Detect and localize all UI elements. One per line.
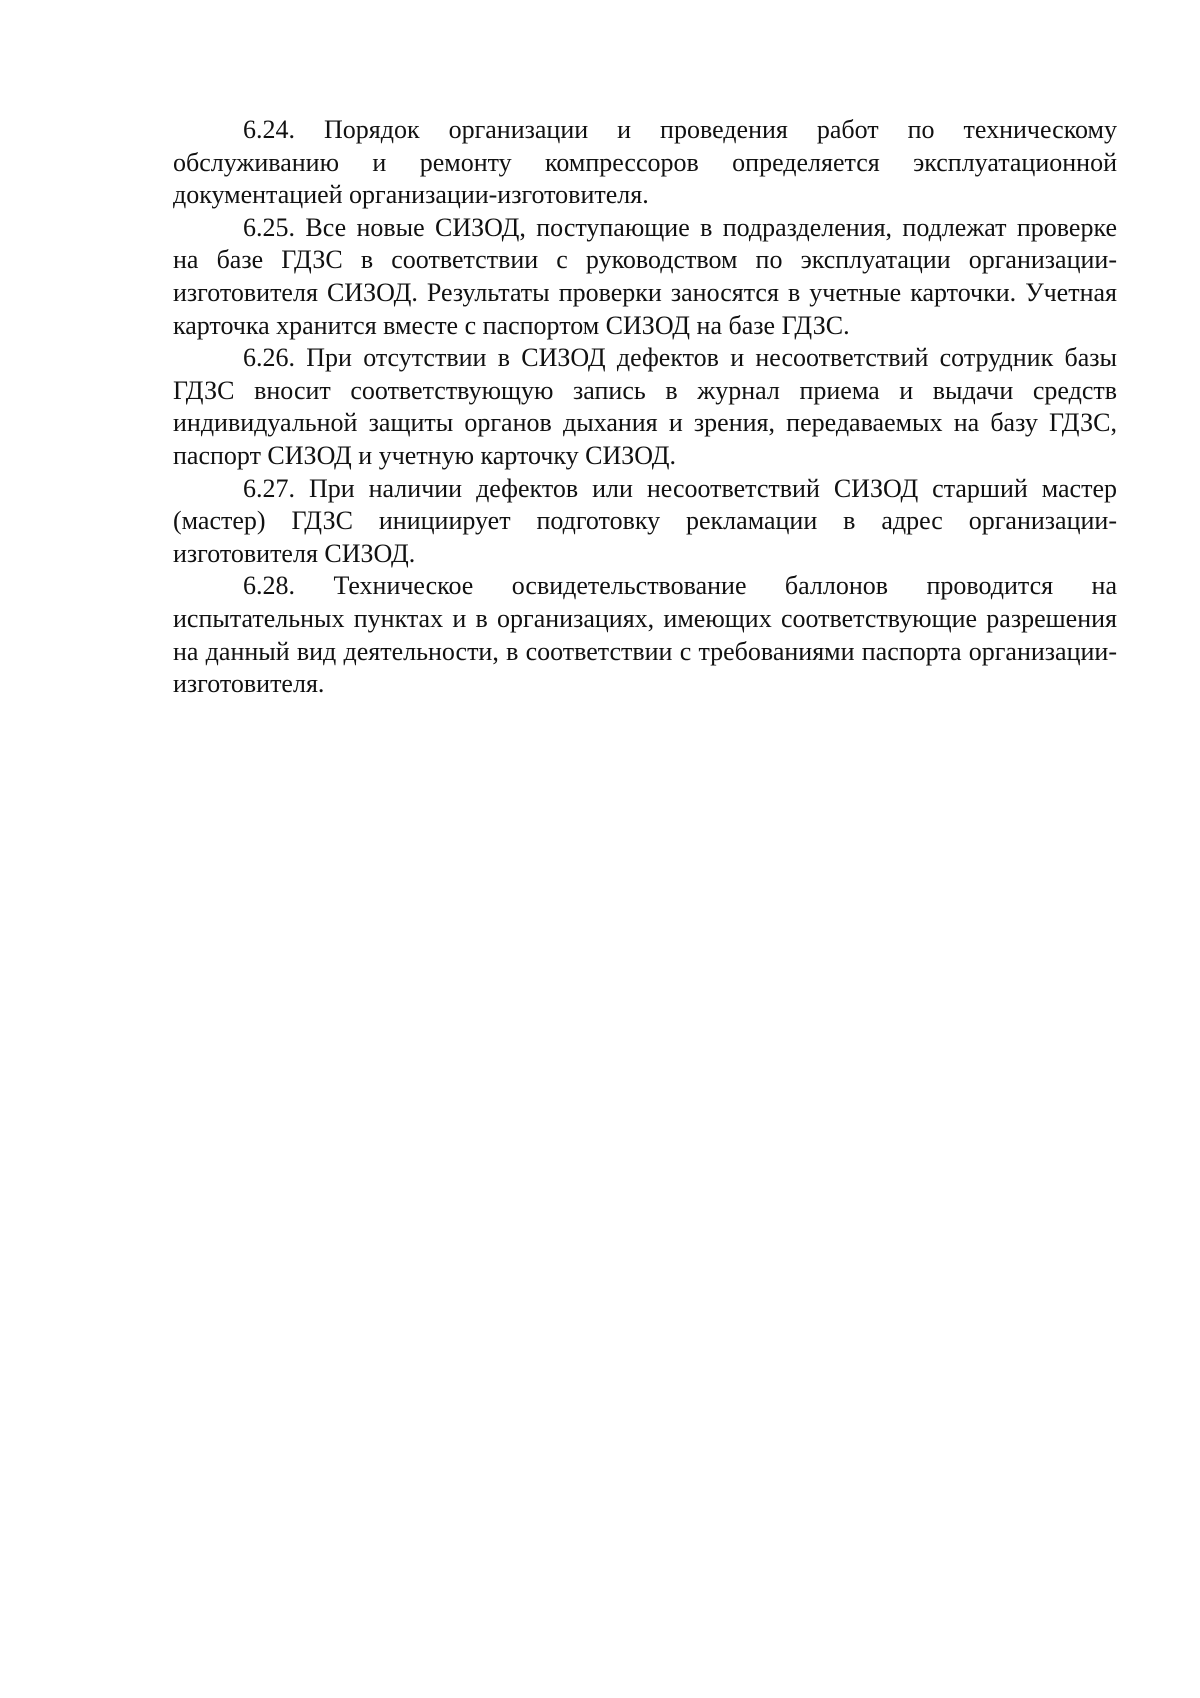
paragraph-6-27: 6.27. При наличии дефектов или несоответствий СИЗОД старший мастер (мастер) ГДЗС инициирует подготовку рекламации в адрес организации-изготовителя СИЗОД. <box>173 473 1117 568</box>
paragraph-6-24: 6.24. Порядок организации и проведения работ по техническому обслуживанию и ремонту компрессоров определяется эксплуатационной документацией организации-изготовителя. <box>173 115 1117 210</box>
document-body <box>173 114 1117 701</box>
paragraph-6-28: 6.28. Техническое освидетельствование баллонов проводится на испытательных пунктах и в организациях, имеющих соответствующие разрешения на данный вид деятельности, в соответствии с требованиями паспорта организации-изготовителя. <box>173 571 1117 699</box>
paragraph-6-26: 6.26. При отсутствии в СИЗОД дефектов и несоответствий сотрудник базы ГДЗС вносит соответствующую запись в журнал приема и выдачи средств индивидуальной защиты органов дыхания и зрения, передаваемых на базу ГДЗС, паспорт СИЗОД и учетную карточку СИЗОД. <box>173 343 1117 470</box>
paragraph-6-25: 6.25. Все новые СИЗОД, поступающие в подразделения, подлежат проверке на базе ГДЗС в соответствии с руководством по эксплуатации организации-изготовителя СИЗОД. Результаты проверки заносятся в учетные карточки. Учетная карточка хранится вместе с паспортом СИЗОД на базе ГДЗС. <box>173 212 1117 340</box>
